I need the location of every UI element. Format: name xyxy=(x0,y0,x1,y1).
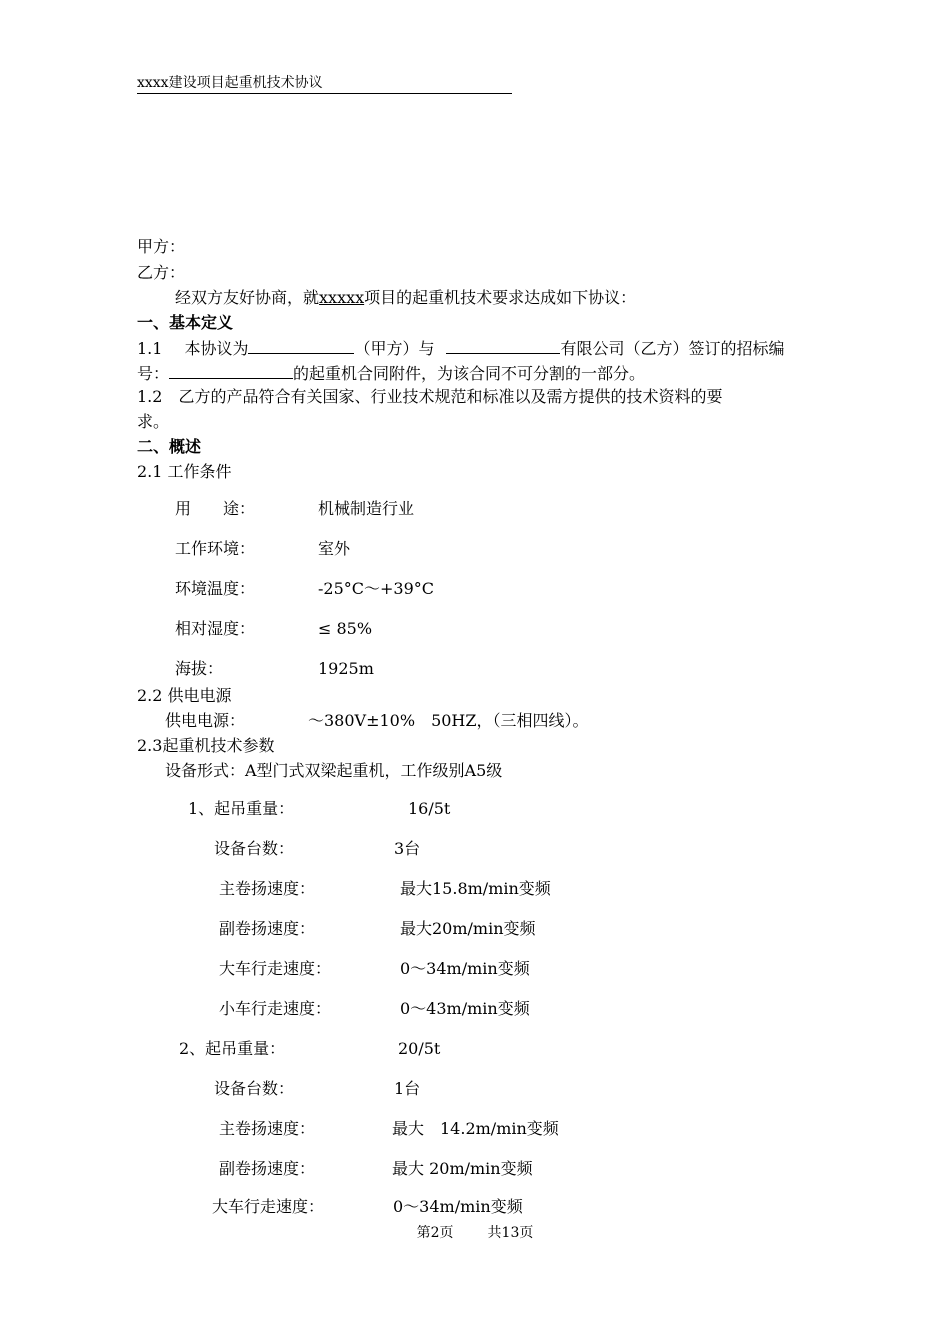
crane1-param-label: 小车行走速度： xyxy=(219,999,332,1018)
crane2-param-value: 最大 20m/min变频 xyxy=(392,1159,533,1178)
subsection-2-1: 2.1 工作条件 xyxy=(137,462,232,481)
intro-pre: 经双方友好协商，就 xyxy=(175,288,320,307)
crane1-param-label: 大车行走速度： xyxy=(219,959,332,978)
intro-project: xxxxx xyxy=(319,288,365,307)
page-footer xyxy=(0,1224,950,1242)
crane1-param-label: 设备台数： xyxy=(214,839,295,858)
blank-party-a xyxy=(248,337,354,354)
condition-label: 海拔： xyxy=(175,659,224,678)
party-a-label: 甲方： xyxy=(137,237,186,256)
crane1-title-label: 1、起吊重量： xyxy=(188,799,295,818)
crane2-param-value: 最大 14.2m/min变频 xyxy=(392,1119,559,1138)
condition-label: 相对湿度： xyxy=(175,619,256,638)
section1-heading: 一、基本定义 xyxy=(137,313,234,332)
item-1-1-text-e: 的起重机合同附件，为该合同不可分割的一部分。 xyxy=(293,364,646,383)
condition-value: 室外 xyxy=(318,539,351,558)
item-1-1-text-a: 本协议为 xyxy=(184,339,249,358)
subsection-2-3: 2.3起重机技术参数 xyxy=(137,736,275,755)
item-1-2-line2: 求。 xyxy=(137,412,170,431)
item-1-1-number: 1.1 xyxy=(137,339,163,358)
condition-label: 环境温度： xyxy=(175,579,256,598)
subsection-2-2: 2.2 供电电源 xyxy=(137,686,232,705)
item-1-1-line1 xyxy=(137,337,785,360)
crane1-param-value: 0～34m/min变频 xyxy=(400,959,530,978)
crane1-param-value: 3台 xyxy=(394,839,421,858)
crane1-title-value: 16/5t xyxy=(408,799,451,818)
page-number: 第2页 xyxy=(416,1225,454,1241)
intro-paragraph xyxy=(175,287,636,309)
crane2-param-label: 主卷扬速度： xyxy=(219,1119,316,1138)
intro-post: 项目的起重机技术要求达成如下协议： xyxy=(364,288,637,307)
condition-label: 用 途： xyxy=(175,499,256,518)
crane2-param-value: 0～34m/min变频 xyxy=(393,1197,523,1216)
party-b-label: 乙方： xyxy=(137,263,186,282)
crane1-param-label: 主卷扬速度： xyxy=(219,879,316,898)
condition-value: 机械制造行业 xyxy=(318,499,415,518)
crane2-param-label: 副卷扬速度： xyxy=(219,1159,316,1178)
item-1-1-text-b: （甲方）与 xyxy=(354,339,435,358)
crane2-title-label: 2、起吊重量： xyxy=(179,1039,286,1058)
crane1-param-value: 0～43m/min变频 xyxy=(400,999,530,1018)
section2-heading: 二、概述 xyxy=(137,437,202,456)
blank-bid-number xyxy=(169,362,293,379)
item-1-1-text-c: 有限公司（乙方）签订的招标编 xyxy=(560,339,785,358)
crane1-param-label: 副卷扬速度： xyxy=(219,919,316,938)
page-total: 共13页 xyxy=(487,1225,534,1241)
power-value: ～380V±10% 50HZ，（三相四线）。 xyxy=(308,711,589,730)
item-1-1-text-d: 号： xyxy=(137,364,170,383)
condition-value: ≤ 85% xyxy=(318,619,373,638)
crane2-param-label: 设备台数： xyxy=(214,1079,295,1098)
crane1-param-value: 最大15.8m/min变频 xyxy=(400,879,551,898)
equipment-form: 设备形式：A型门式双梁起重机，工作级别A5级 xyxy=(165,761,503,780)
item-1-2-line1: 1.2 乙方的产品符合有关国家、行业技术规范和标准以及需方提供的技术资料的要 xyxy=(137,387,723,406)
page-header: xxxx建设项目起重机技术协议 xyxy=(137,74,512,94)
power-label: 供电电源： xyxy=(165,711,246,730)
item-1-1-line2 xyxy=(137,362,645,385)
crane2-param-value: 1台 xyxy=(394,1079,421,1098)
crane1-param-value: 最大20m/min变频 xyxy=(400,919,536,938)
crane2-title-value: 20/5t xyxy=(398,1039,441,1058)
condition-value: -25°C～+39°C xyxy=(318,579,435,598)
crane2-param-label: 大车行走速度： xyxy=(212,1197,325,1216)
blank-party-b xyxy=(446,337,560,354)
condition-label: 工作环境： xyxy=(175,539,256,558)
condition-value: 1925m xyxy=(318,659,374,678)
